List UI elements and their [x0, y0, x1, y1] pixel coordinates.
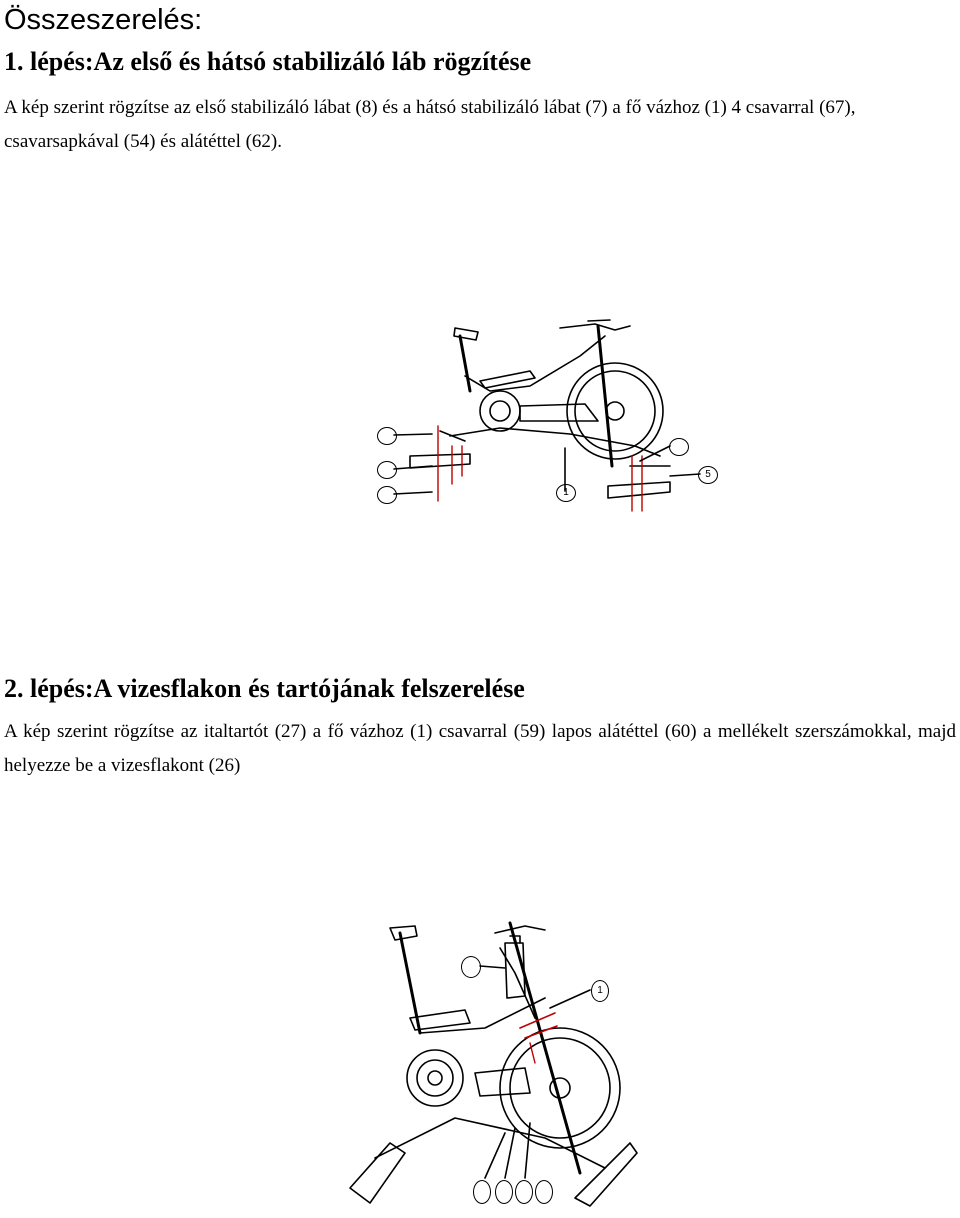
callout [461, 956, 481, 978]
callout [377, 486, 397, 504]
callout [473, 1180, 491, 1204]
bottle-holder-assembly-diagram [345, 918, 645, 1213]
callout: 1 [556, 484, 576, 502]
callout [669, 438, 689, 456]
callout [495, 1180, 513, 1204]
flywheel [567, 363, 663, 459]
callout: 1 [591, 980, 609, 1002]
step1-instructions: A kép szerint rögzítse az első stabilizáló lábat (8) és a hátsó stabilizáló lábat (7) a fő vázhoz (1) 4 csavarral (67), csavarsapkával (54) és alátéttel (62). [4, 97, 856, 152]
callout [377, 427, 397, 445]
step2-heading: 2. lépés:A vizesflakon és tartójának felszerelése [4, 674, 525, 703]
step2-instructions: A kép szerint rögzítse az italtartót (27) a fő vázhoz (1) csavarral (59) lapos alátéttel (60) a mellékelt szerszámokkal, majd helyezze be a vizesflakont (26) [4, 721, 956, 776]
step1-heading: 1. lépés:Az első és hátsó stabilizáló láb rögzítése [4, 47, 532, 76]
callout: 5 [698, 466, 718, 484]
flywheel [500, 1028, 620, 1148]
crank-disc [407, 1050, 463, 1106]
callout [535, 1180, 553, 1204]
stabilizer-assembly-diagram [370, 316, 720, 516]
crank-disc [480, 391, 520, 431]
callout [377, 461, 397, 479]
callout [515, 1180, 533, 1204]
page-title: Összeszerelés: [4, 4, 203, 36]
